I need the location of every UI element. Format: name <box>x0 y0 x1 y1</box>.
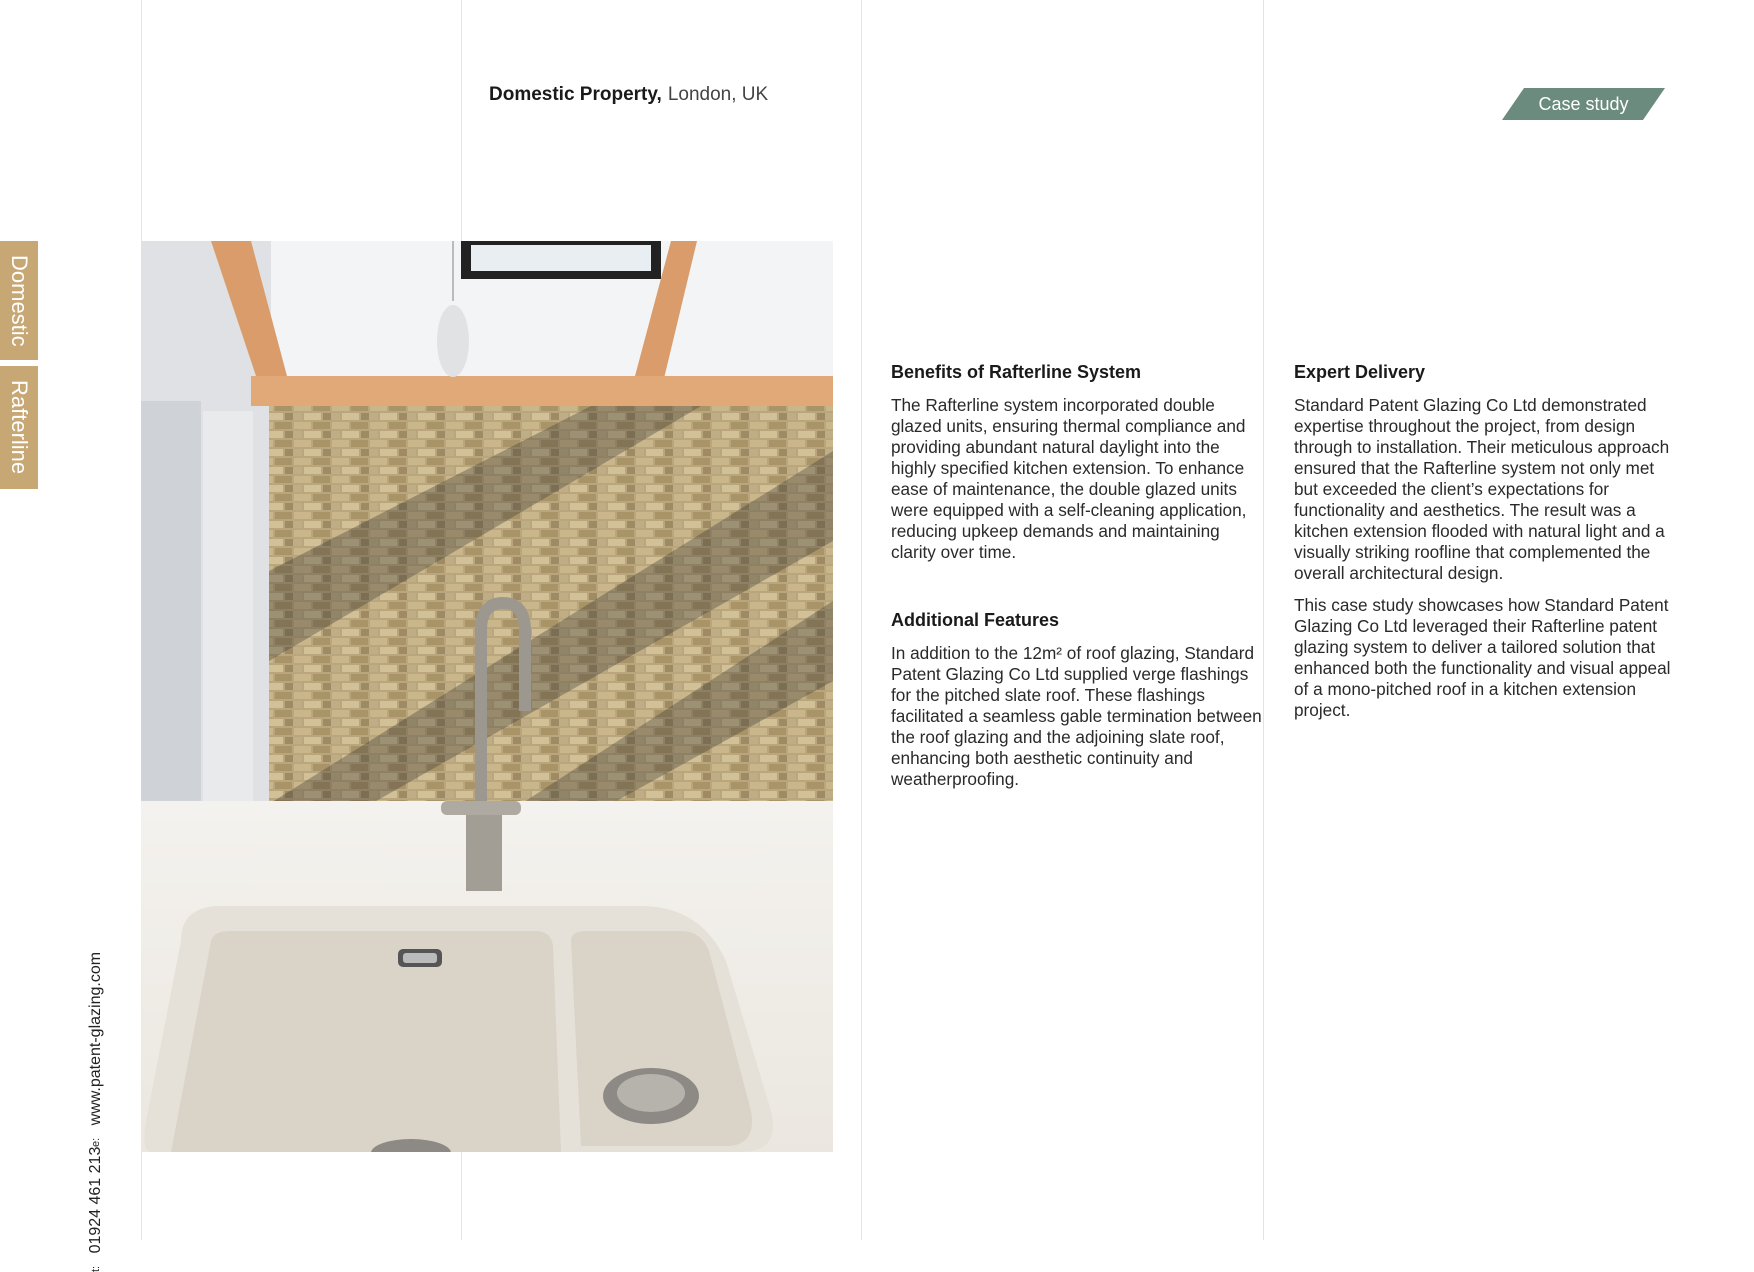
delivery-paragraph: This case study showcases how Standard Patent Glazing Co Ltd leveraged their Rafterline patent glazing system to deliver a tailored solution that enhanced both the functionality and visual appeal of a mono-pitched roof in a kitchen extension project. <box>1294 595 1671 720</box>
website-link[interactable]: www.patent-glazing.com <box>87 952 104 1126</box>
contact-info <box>86 952 126 1272</box>
column-divider <box>861 0 862 1240</box>
side-tab-rafterline[interactable] <box>0 366 38 489</box>
side-tab-domestic-label: Domestic <box>7 254 32 347</box>
phone-row <box>86 1147 126 1272</box>
kitchen-photo <box>141 241 833 1152</box>
property-header <box>489 84 768 106</box>
features-heading: Additional Features <box>891 610 1060 630</box>
property-location: London, UK <box>667 84 769 105</box>
case-study-badge <box>1502 88 1665 120</box>
delivery-paragraph: Standard Patent Glazing Co Ltd demonstrated expertise throughout the project, from design through to installation. Their meticulous approach ensured that the Rafterline system not only met but exceeded the client’s expectations for functionality and aesthetics. The result was a kitchen extension flooded with natural light and a visually striking roofline that complemented the overall architectural design. <box>1294 395 1670 583</box>
side-tab-domestic[interactable] <box>0 241 38 360</box>
phone-number: 01924 461 213 <box>87 1147 104 1254</box>
features-paragraph: In addition to the 12m² of roof glazing, Standard Patent Glazing Co Ltd supplied verge flashings for the pitched slate roof. These flashings facilitated a seamless gable termination between the roof glazing and the adjoining slate roof, enhancing both aesthetic continuity and weatherproofing. <box>891 643 1262 789</box>
benefits-paragraph: The Rafterline system incorporated double glazed units, ensuring thermal compliance and providing abundant natural daylight into the highly specified kitchen extension. To enhance ease of maintenance, the double glazed units were equipped with a self-cleaning application, reducing upkeep demands and maintaining clarity over time. <box>891 395 1247 562</box>
delivery-section <box>1294 362 1672 732</box>
phone-prefix: t: <box>90 1266 102 1272</box>
delivery-heading: Expert Delivery <box>1294 362 1426 382</box>
email-prefix: e: <box>90 1137 102 1148</box>
website-row <box>86 952 126 1147</box>
benefits-heading: Benefits of Rafterline System <box>891 362 1142 382</box>
kitchen-illustration <box>141 241 833 1152</box>
case-study-badge-label: Case study <box>1538 94 1629 114</box>
property-type: Domestic Property, <box>489 84 662 105</box>
features-section <box>891 610 1265 801</box>
side-tab-rafterline-label: Rafterline <box>7 380 32 475</box>
benefits-section <box>891 362 1265 574</box>
